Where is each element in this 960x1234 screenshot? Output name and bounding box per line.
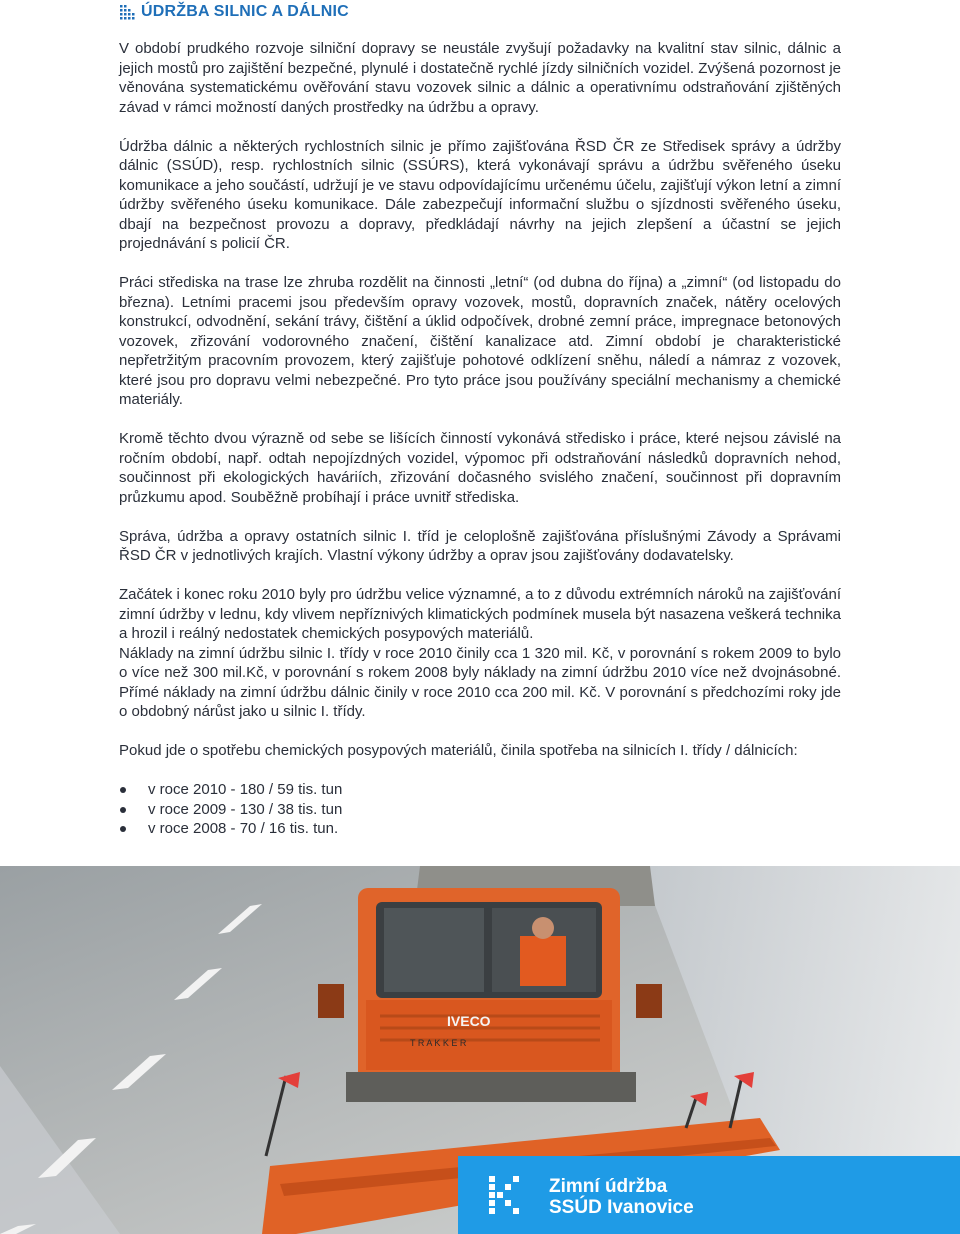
truck-side-text: T R A K K E R [410,1038,467,1048]
list-item: v roce 2010 - 180 / 59 tis. tun [119,780,841,800]
paragraph-year-2010: Začátek i konec roku 2010 byly pro údržbu velice významné, a to z důvodu extrémních nároků na zajišťování zimní údržby v lednu, kdy vlivem nepříznivých klimatických podmínek musela být nasazena veškerá technika a hrozil i reálný nedostatek chemických posypových materiálů. [119,586,841,642]
paragraph-seasonal-work: Práci střediska na trase lze zhruba rozdělit na činnosti „letní“ (od dubna do října) a „zimní“ (od listopadu do března). Letními pracemi jsou především opravy vozovek, mostů, dopravních značek, nátěry ocelových konstrukcí, odvodnění, sekání trávy, čištění a úklid odpočívek, drobné zemní práce, impregnace betonových vozovek, zřizování vodorovného značení, čištění kanalizace atd. Zimní období je charakteristické nepřetržitým pracovním provozem, který zajišťuje pohotové odklízení sněhu, náledí a námraz z vozovek, které jsou pro dopravu velmi nebezpečné. Pro tyto práce jsou používány speciální mechanismy a chemické materiály. [119,274,841,408]
dot-grid-icon [119,4,135,20]
paragraph-other-work: Kromě těchto dvou výrazně od sebe se lišících činností vykonává středisko i práce, které nejsou závislé na ročním období, např. odtah nepojízdných vozidel, výpomoc při odstraňování následků dopravních nehod, součinnost při ekologických haváriích, zřizování dočasného svislého značení, součinnost při dopravním průzkumu apod. Souběžně probíhají i práce uvnitř střediska. [119,430,841,506]
paragraph-ssud: Údržba dálnic a některých rychlostních silnic je přímo zajišťována ŘSD ČR ze Středisek správy a údržby dálnic (SSÚD), resp. rychlostních silnic (SSÚRS), která vykonávají správu a údržbu svěřeného úseku komunikace a jeho součástí, udržují je ve stavu odpovídajícímu určenému účelu, zajišťují výkon letní a zimní údržby svěřeného úseku komunikace. Dále zabezpečují informační službu o sjízdnosti svěřeného úseku, dbají na bezpečnost provozu a dopravy, předkládají návrhy na jejich zlepšení a účastní se jejich projednávání s policií ČR. [119,137,841,252]
consumption-list [119,780,841,839]
badge-line-2: SSÚD Ivanovice [549,1197,694,1218]
paragraph-costs: Náklady na zimní údržbu silnic I. třídy v roce 2010 činily cca 1 320 mil. Kč, v porovnání s rokem 2009 to bylo o více než 300 mil.Kč, v porovnání s rokem 2008 byly náklady na zimní údržbu 2010 více než dvojnásobné. Přímé náklady na zimní údržbu dálnic činily v roce 2010 cca 200 mil. Kč. V porovnání s předchozími roky jde o obdobný nárůst jako u silnic I. třídy. [119,644,841,720]
info-badge [458,1156,960,1234]
badge-line-1: Zimní údržba [549,1176,668,1197]
list-item: v roce 2008 - 70 / 16 tis. tun. [119,819,841,839]
truck [318,866,662,1102]
page-title: ÚDRŽBA SILNIC A DÁLNIC [141,3,349,20]
badge-text [549,1176,694,1218]
section-header [119,2,349,22]
paragraph-consumption: Pokud jde o spotřebu chemických posypových materiálů, činila spotřeba na silnicích I. třídy / dálnicích: [119,742,798,759]
truck-brand-text: IVECO [447,1013,491,1029]
article-body [119,39,841,839]
list-item: v roce 2009 - 130 / 38 tis. tun [119,800,841,820]
k-dots-logo-icon [489,1176,527,1214]
paragraph-intro: V období prudkého rozvoje silniční dopravy se neustále zvyšují požadavky na kvalitní stav silnic, dálnic a jejich mostů pro zajištění bezpečné, plynulé i dostatečně rychlé jízdy silničních vozidel. Zvýšená pozornost je věnována systematickému ověřování stavu vozovek silnic a dálnic a operativnímu odstraňování zjištěných závad v rámci možností daných prostředky na údržbu a opravy. [119,40,841,116]
paragraph-class-one-roads: Správa, údržba a opravy ostatních silnic I. tříd je celoplošně zajišťována příslušnými Závody a Správami ŘSD ČR v jednotlivých krajích. Vlastní výkony údržby a oprav jsou zajišťovány dodavatelsky. [119,527,841,564]
